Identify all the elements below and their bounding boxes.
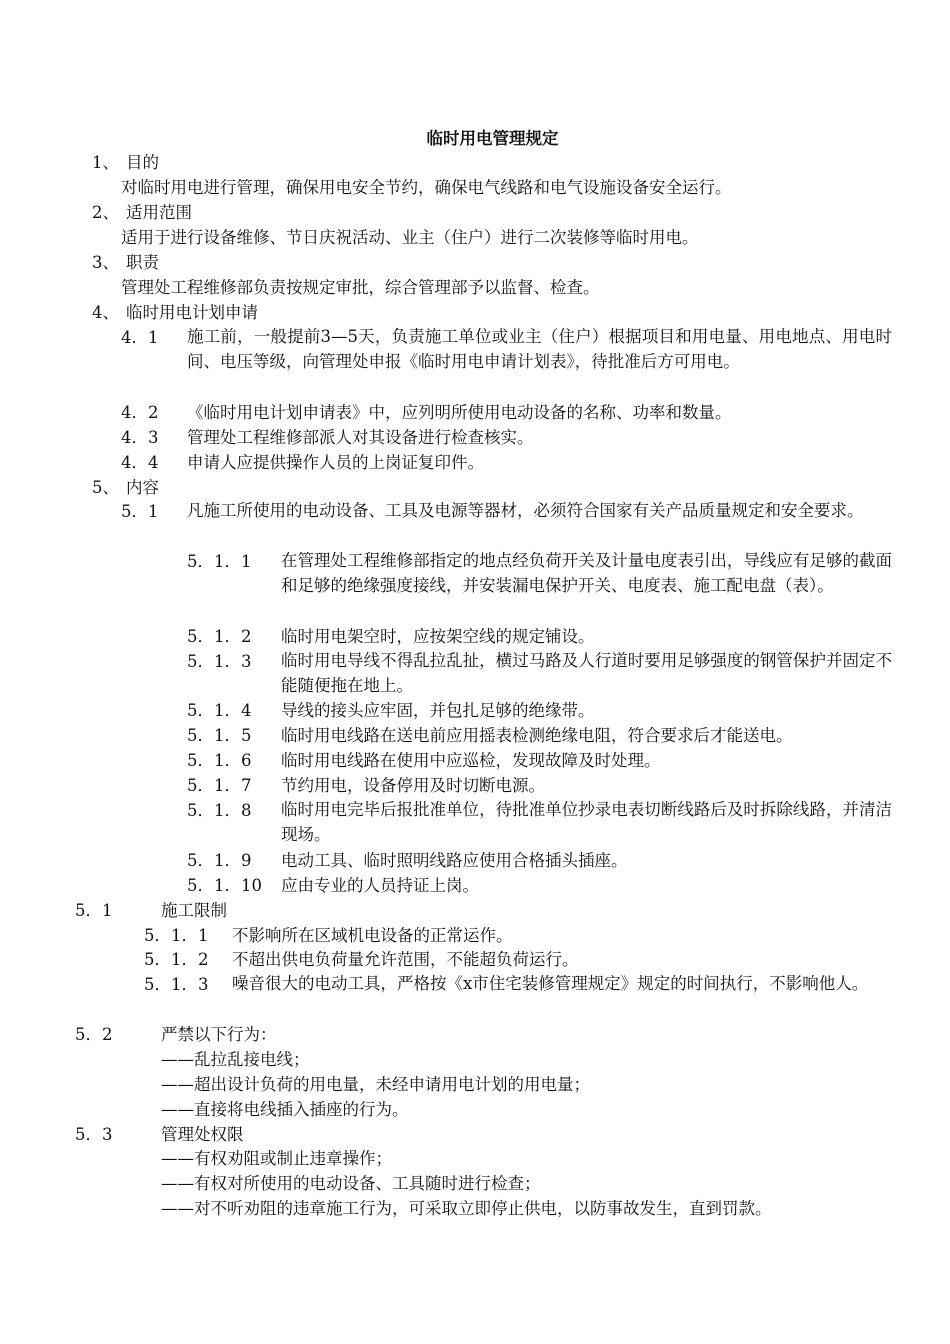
list-item	[0, 947, 950, 972]
item-number: 5．2	[75, 1025, 113, 1044]
list-item	[0, 624, 950, 649]
section-title: 内容	[126, 478, 159, 497]
item-number: 4．4	[121, 453, 159, 472]
list-item	[0, 723, 950, 748]
section-number: 1、	[92, 153, 119, 172]
section-3-heading	[0, 250, 950, 275]
item-text: ——对不听劝阻的违章施工行为，可采取立即停止供电，以防事故发生，直到罚款。	[161, 1199, 772, 1218]
subsection-heading	[0, 1022, 950, 1047]
section-number: 4、	[92, 303, 119, 322]
paragraph: 适用于进行设备维修、节日庆祝活动、业主（住户）进行二次装修等临时用电。	[121, 228, 699, 247]
subsection-title: 施工限制	[161, 901, 227, 920]
item-text: 节约用电，设备停用及时切断电源。	[281, 776, 545, 795]
subsection-heading	[0, 898, 950, 923]
item-number: 5．1．6	[187, 751, 252, 770]
item-number: 5．1	[121, 502, 159, 521]
list-item	[0, 425, 950, 450]
item-number: 5．1．1	[144, 926, 209, 945]
list-item	[0, 923, 950, 948]
list-item	[0, 1047, 950, 1072]
item-text: 临时用电导线不得乱拉乱扯，横过马路及人行道时要用足够强度的钢管保护并固定不能随便拖在地上。	[281, 651, 892, 695]
section-title: 临时用电计划申请	[126, 303, 258, 322]
section-5-heading	[0, 475, 950, 500]
list-item	[0, 1097, 950, 1122]
list-item	[0, 450, 950, 475]
item-number: 5．1．4	[187, 701, 252, 720]
section-title: 目的	[126, 153, 159, 172]
list-item	[0, 873, 950, 898]
section-title: 职责	[126, 253, 159, 272]
item-text: 管理处工程维修部派人对其设备进行检查核实。	[187, 428, 534, 447]
item-number: 5．1．3	[144, 975, 209, 994]
item-number: 5．1．10	[187, 876, 262, 895]
item-number: 4．3	[121, 428, 159, 447]
item-text: ——有权对所使用的电动设备、工具随时进行检查；	[161, 1174, 541, 1193]
item-number: 5．1．5	[187, 726, 252, 745]
item-text: 施工前，一般提前3—5天，负责施工单位或业主（住户）根据项目和用电量、用电地点、用电时间、电压等级，向管理处申报《临时用电申请计划表》，待批准后方可用电。	[187, 327, 892, 371]
item-text: 在管理处工程维修部指定的地点经负荷开关及计量电度表引出，导线应有足够的截面和足够的绝缘强度接线，并安装漏电保护开关、电度表、施工配电盘（表）。	[281, 551, 892, 595]
item-text: 电动工具、临时照明线路应使用合格插头插座。	[281, 851, 628, 870]
section-number: 2、	[92, 203, 119, 222]
item-text: 临时用电线路在使用中应巡检，发现故障及时处理。	[281, 751, 661, 770]
list-item	[0, 1146, 950, 1171]
item-number: 5．1	[75, 901, 113, 920]
list-item	[0, 1196, 950, 1221]
item-number: 4．2	[121, 403, 159, 422]
item-text: 不影响所在区域机电设备的正常运作。	[232, 926, 513, 945]
list-item	[0, 773, 950, 798]
section-4-heading	[0, 300, 950, 325]
document-title: 临时用电管理规定	[426, 129, 559, 148]
list-item	[0, 400, 950, 425]
item-text: 不超出供电负荷量允许范围，不能超负荷运行。	[232, 950, 579, 969]
subsection-title: 严禁以下行为：	[161, 1025, 277, 1044]
item-text: 临时用电架空时，应按架空线的规定铺设。	[281, 627, 595, 646]
item-text: ——有权劝阻或制止违章操作；	[161, 1149, 392, 1168]
section-2-body	[0, 225, 950, 250]
item-number: 5．1．8	[187, 801, 252, 820]
item-text: 申请人应提供操作人员的上岗证复印件。	[187, 453, 484, 472]
list-item	[0, 1072, 950, 1097]
item-text: ——超出设计负荷的用电量，未经申请用电计划的用电量；	[161, 1075, 590, 1094]
item-text: 凡施工所使用的电动设备、工具及电源等器材，必须符合国家有关产品质量规定和安全要求。	[187, 501, 864, 520]
section-number: 5、	[92, 478, 119, 497]
item-number: 5．1．2	[187, 627, 252, 646]
list-item	[0, 748, 950, 773]
item-number: 5．1．1	[187, 552, 252, 571]
item-number: 5．1．2	[144, 950, 209, 969]
item-number: 5．3	[75, 1125, 113, 1144]
item-number: 5．1．3	[187, 652, 252, 671]
paragraph: 管理处工程维修部负责按规定审批，综合管理部予以监督、检查。	[121, 278, 600, 297]
item-number: 5．1．7	[187, 776, 252, 795]
item-text: 临时用电线路在送电前应用摇表检测绝缘电阻，符合要求后才能送电。	[281, 726, 793, 745]
item-text: 临时用电完毕后报批准单位，待批准单位抄录电表切断线路后及时拆除线路，并清洁现场。	[281, 800, 892, 844]
item-number: 4．1	[121, 328, 159, 347]
section-3-body	[0, 275, 950, 300]
list-item	[0, 698, 950, 723]
section-2-heading	[0, 200, 950, 225]
section-number: 3、	[92, 253, 119, 272]
list-item	[0, 1171, 950, 1196]
item-text: 噪音很大的电动工具，严格按《x市住宅装修管理规定》规定的时间执行，不影响他人。	[232, 974, 869, 993]
section-1-heading	[0, 150, 950, 175]
item-text: ——乱拉乱接电线；	[161, 1050, 310, 1069]
paragraph: 对临时用电进行管理，确保用电安全节约，确保电气线路和电气设施设备安全运行。	[121, 178, 732, 197]
section-title: 适用范围	[126, 203, 192, 222]
section-1-body	[0, 175, 950, 200]
item-number: 5．1．9	[187, 851, 252, 870]
subsection-heading	[0, 1122, 950, 1147]
item-text: ——直接将电线插入插座的行为。	[161, 1100, 409, 1119]
item-text: 应由专业的人员持证上岗。	[281, 876, 479, 895]
list-item	[0, 848, 950, 873]
item-text: 《临时用电计划申请表》中，应列明所使用电动设备的名称、功率和数量。	[187, 403, 732, 422]
item-text: 导线的接头应牢固，并包扎足够的绝缘带。	[281, 701, 595, 720]
subsection-title: 管理处权限	[161, 1125, 244, 1144]
